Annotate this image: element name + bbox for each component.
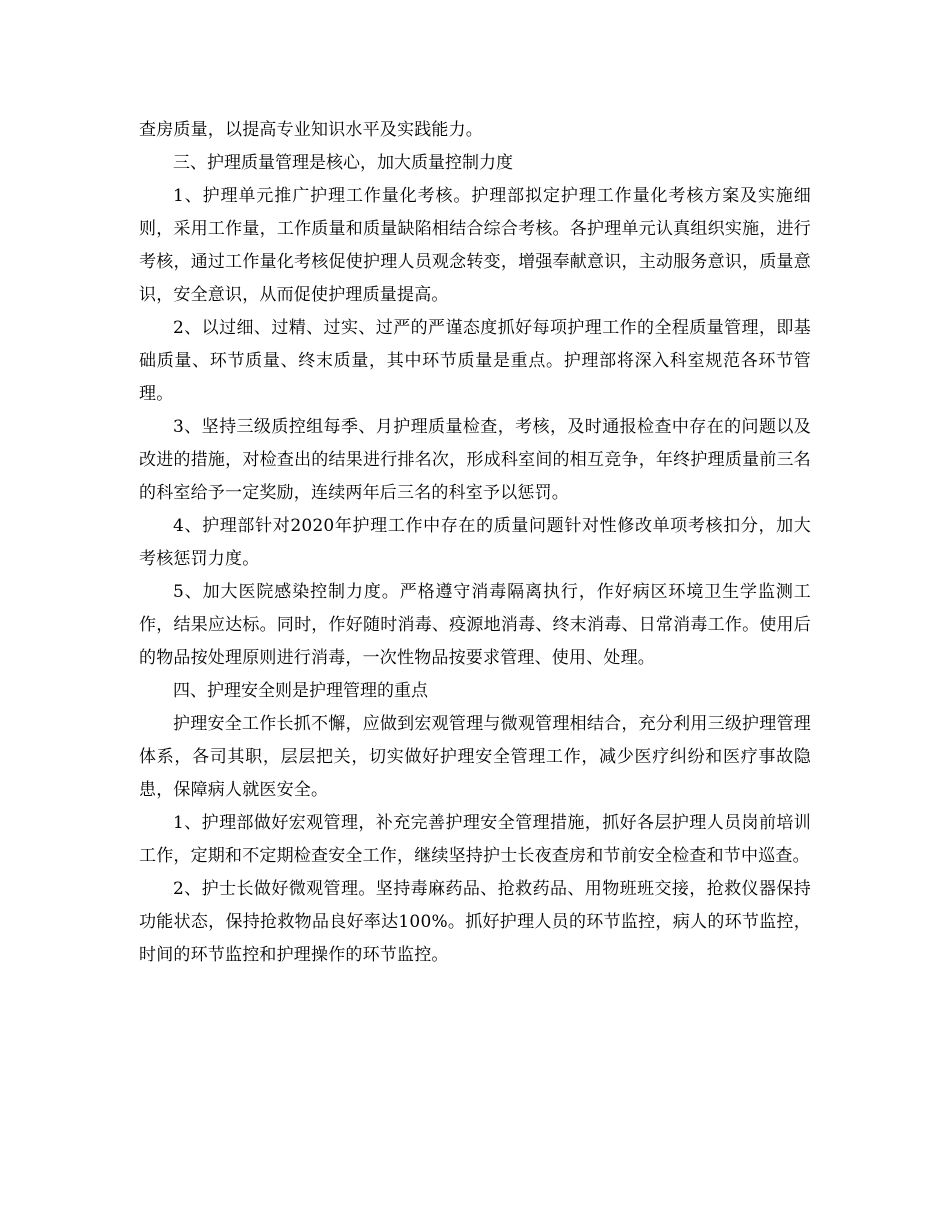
paragraph-quality-1: 1、护理单元推广护理工作量化考核。护理部拟定护理工作量化考核方案及实施细则，采用工作量，工作质量和质量缺陷相结合综合考核。各护理单元认真组织实施，进行考核，通过工作量化考核促使护理人员观念转变，增强奉献意识，主动服务意识，质量意识，安全意识，从而促使护理质量提高。 [139,186,811,305]
document-body [139,114,811,972]
paragraph-safety-2: 2、护士长做好微观管理。坚持毒麻药品、抢救药品、用物班班交接，抢救仪器保持功能状态，保持抢救物品良好率达100%。抓好护理人员的环节监控，病人的环节监控，时间的环节监控和护理操作的环节监控。 [139,879,811,965]
paragraph-safety-1: 1、护理部做好宏观管理，补充完善护理安全管理措施，抓好各层护理人员岗前培训工作，定期和不定期检查安全工作，继续坚持护士长夜查房和节前安全检查和节中巡查。 [139,813,811,866]
paragraph-quality-5: 5、加大医院感染控制力度。严格遵守消毒隔离执行，作好病区环境卫生学监测工作，结果应达标。同时，作好随时消毒、疫源地消毒、终末消毒、日常消毒工作。使用后的物品按处理原则进行消毒，一次性物品按要求管理、使用、处理。 [139,582,811,668]
paragraph-safety-intro: 护理安全工作长抓不懈，应做到宏观管理与微观管理相结合，充分利用三级护理管理体系，各司其职，层层把关，切实做好护理安全管理工作，减少医疗纠纷和医疗事故隐患，保障病人就医安全。 [139,714,811,800]
paragraph-quality-2: 2、以过细、过精、过实、过严的严谨态度抓好每项护理工作的全程质量管理，即基础质量、环节质量、终末质量，其中环节质量是重点。护理部将深入科室规范各环节管理。 [139,318,811,404]
paragraph-continuation: 查房质量，以提高专业知识水平及实践能力。 [139,120,483,140]
section-heading-safety: 四、护理安全则是护理管理的重点 [173,681,428,701]
paragraph-quality-4: 4、护理部针对2020年护理工作中存在的质量问题针对性修改单项考核扣分，加大考核惩罚力度。 [139,516,811,569]
section-heading-quality: 三、护理质量管理是核心，加大质量控制力度 [173,153,513,173]
paragraph-quality-3: 3、坚持三级质控组每季、月护理质量检查，考核，及时通报检查中存在的问题以及改进的措施，对检查出的结果进行排名次，形成科室间的相互竞争，年终护理质量前三名的科室给予一定奖励，连续两年后三名的科室予以惩罚。 [139,417,811,503]
